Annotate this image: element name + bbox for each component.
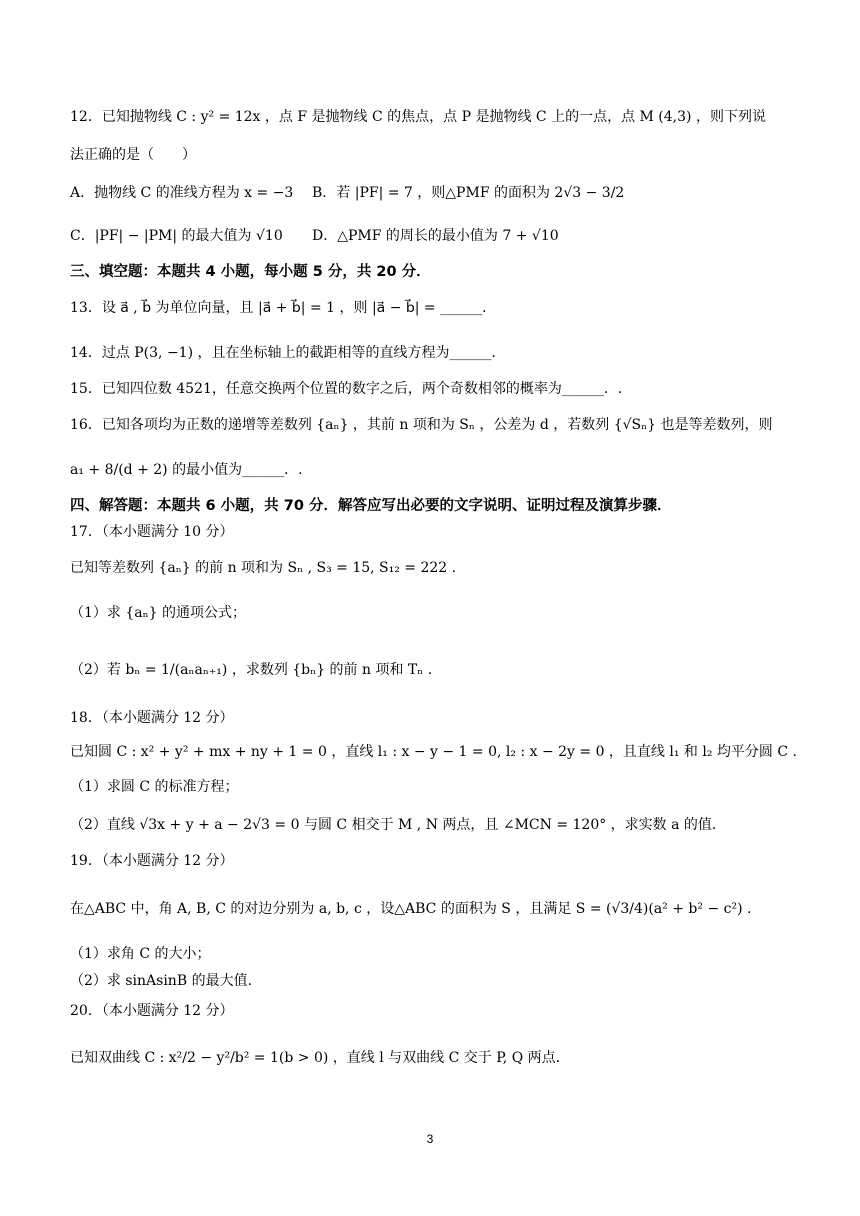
q17-stem: 已知等差数列 {aₙ} 的前 n 项和为 Sₙ , S₃ = 15, S₁₂ = 222 . bbox=[70, 560, 457, 576]
q17-part1: （1）求 {aₙ} 的通项公式； bbox=[70, 605, 247, 621]
q19-part1: （1）求角 C 的大小； bbox=[70, 946, 211, 962]
q12-stem-line1: 12．已知抛物线 C : y² = 12x ，点 F 是抛物线 C 的焦点，点 P 是抛物线 C 上的一点，点 M (4,3) ，则下列说 bbox=[70, 109, 766, 125]
q20-stem: 已知双曲线 C : x²/2 − y²/b² = 1(b > 0) ，直线 l 与双曲线 C 交于 P, Q 两点. bbox=[70, 1050, 561, 1066]
q19-header: 19．（本小题满分 12 分） bbox=[70, 853, 234, 869]
q17-header: 17．（本小题满分 10 分） bbox=[70, 524, 234, 540]
q19-stem: 在△ABC 中，角 A, B, C 的对边分别为 a, b, c ，设△ABC 的面积为 S ，且满足 S = (√3/4)(a² + b² − c²) . bbox=[70, 901, 752, 917]
q12-option-b: B．若 |PF| = 7 ，则△PMF 的面积为 2√3 − 3/2 bbox=[312, 185, 625, 201]
q12-option-d: D．△PMF 的周长的最小值为 7 + √10 bbox=[312, 228, 559, 244]
q17-part2: （2）若 bₙ = 1/(aₙaₙ₊₁) ，求数列 {bₙ} 的前 n 项和 Tₙ . bbox=[70, 662, 433, 678]
q12-option-c: C．|PF| − |PM| 的最大值为 √10 bbox=[70, 228, 283, 244]
q14: 14．过点 P(3, −1) ，且在坐标轴上的截距相等的直线方程为______． bbox=[70, 345, 506, 361]
q18-stem: 已知圆 C : x² + y² + mx + ny + 1 = 0 ，直线 l₁ : x − y − 1 = 0, l₂ : x − 2y = 0 ，且直线 l₁ 和 l₂ 均平分圆 C . bbox=[70, 744, 797, 760]
section3-heading: 三、填空题：本题共 4 小题，每小题 5 分，共 20 分． bbox=[70, 264, 431, 280]
q13: 13．设 a⃗ , b⃗ 为单位向量，且 |a⃗ + b⃗| = 1 ，则 |a⃗ − b⃗| = ______． bbox=[70, 300, 497, 316]
q16-line2: a₁ + 8/(d + 2) 的最小值为______．. bbox=[70, 462, 303, 478]
q15: 15．已知四位数 4521，任意交换两个位置的数字之后，两个奇数相邻的概率为______．. bbox=[70, 381, 623, 397]
q18-part2: （2）直线 √3x + y + a − 2√3 = 0 与圆 C 相交于 M , N 两点，且 ∠MCN = 120° ，求实数 a 的值. bbox=[70, 817, 717, 833]
q12-option-a: A．抛物线 C 的准线方程为 x = −3 bbox=[70, 185, 294, 201]
q12-stem-line2: 法正确的是（ ） bbox=[70, 147, 196, 163]
q18-part1: （1）求圆 C 的标准方程； bbox=[70, 779, 239, 795]
q16-line1: 16．已知各项均为正数的递增等差数列 {aₙ} ，其前 n 项和为 Sₙ ，公差为 d ，若数列 {√Sₙ} 也是等差数列，则 bbox=[70, 417, 773, 433]
q19-part2: （2）求 sinAsinB 的最大值. bbox=[70, 973, 253, 989]
page-number: 3 bbox=[426, 1132, 434, 1146]
section4-heading: 四、解答题：本题共 6 小题，共 70 分．解答应写出必要的文字说明、证明过程及演算步骤． bbox=[70, 498, 672, 514]
q18-header: 18．（本小题满分 12 分） bbox=[70, 710, 234, 726]
q20-header: 20．（本小题满分 12 分） bbox=[70, 1003, 234, 1019]
